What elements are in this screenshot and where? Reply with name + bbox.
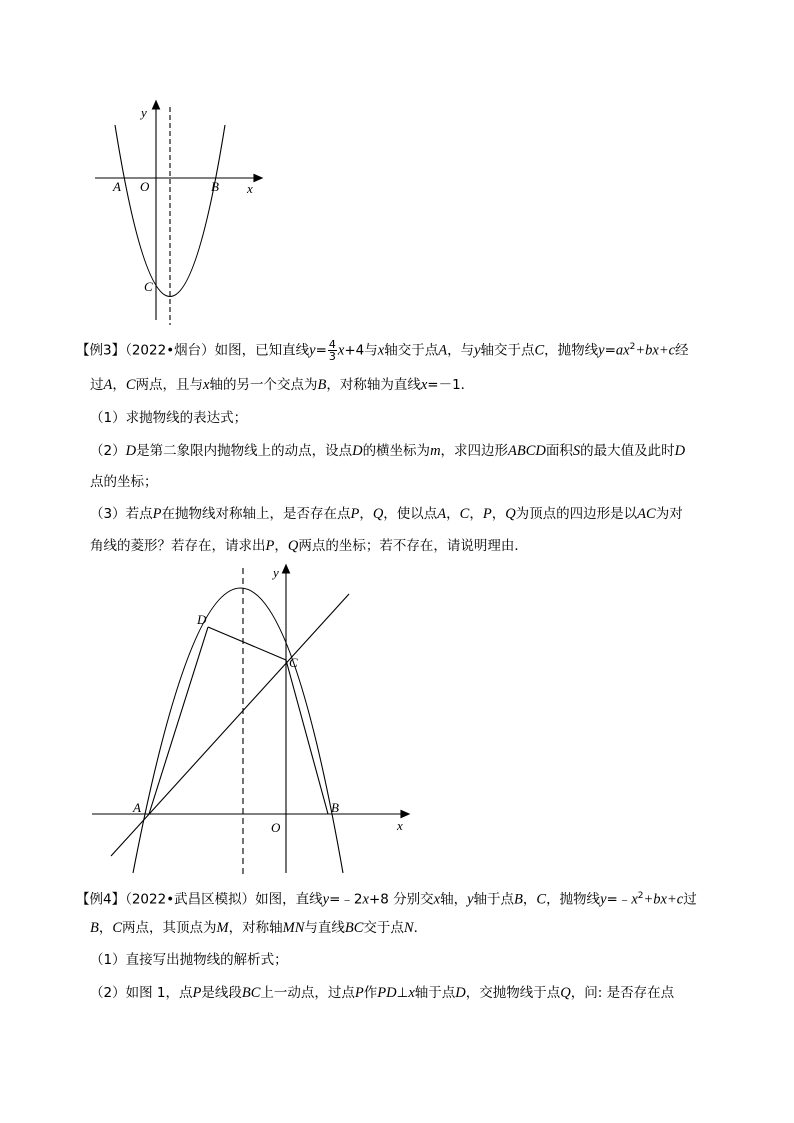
text: ， — [469, 506, 483, 522]
frac-num: 4 — [328, 338, 336, 351]
var: Q — [287, 538, 299, 554]
var: A — [438, 342, 448, 359]
text: ，问: 是否存在点 — [570, 985, 675, 1001]
text: （2）如图 1，点 — [90, 985, 193, 1001]
text: （2） — [90, 443, 126, 459]
text: 过 — [683, 891, 697, 908]
text: =－1． — [427, 377, 475, 393]
var: P — [354, 985, 364, 1001]
text: ，使以点 — [383, 506, 438, 522]
var: P — [265, 538, 275, 554]
example4-tag: 【例4】 — [76, 891, 126, 908]
text: ，求四边形 — [440, 443, 509, 459]
fig2-label-y: y — [273, 565, 279, 580]
text: 两点，其顶点为 — [122, 920, 217, 936]
example3-question2-cont: 点的坐标； — [90, 474, 158, 490]
text: 为顶点的四边形是以 — [515, 506, 638, 522]
fig2-segment-ad — [149, 627, 208, 814]
text: ，交抛物线于点 — [465, 985, 561, 1001]
var: x — [377, 342, 385, 359]
var: MN — [282, 920, 305, 936]
text: ， — [98, 920, 113, 936]
var: C — [459, 506, 470, 522]
var: A — [437, 506, 447, 522]
var: M — [216, 920, 229, 936]
text: ⊥ — [396, 985, 409, 1001]
superscript: 2 — [637, 891, 644, 901]
example4-source: （2022•武昌区模拟） — [125, 891, 256, 908]
fig1-label-x: x — [247, 181, 253, 196]
var: x — [433, 891, 441, 908]
text: 如图，直线 — [255, 891, 323, 908]
text: ， — [359, 506, 373, 522]
var: y — [309, 342, 316, 359]
var: y — [322, 891, 330, 908]
text: = — [315, 342, 327, 359]
superscript: 2 — [629, 342, 636, 352]
fig2-y-arrow — [283, 565, 290, 573]
text: 两点的坐标；若不存在，请说明理由． — [298, 538, 528, 554]
text: 轴交于点 — [480, 342, 535, 359]
var: B — [514, 891, 523, 908]
text: 轴的另一个交点为 — [209, 377, 318, 393]
text: ，对称轴为直线 — [326, 377, 421, 393]
text: 角线的菱形？若存在，请求出 — [90, 538, 266, 554]
var: x — [631, 891, 638, 908]
fig2-label-c: C — [289, 655, 298, 670]
text: 与直线 — [304, 920, 345, 936]
text: 过 — [90, 377, 104, 393]
text: （3）若点 — [90, 506, 153, 522]
text: ，对称轴 — [228, 920, 283, 936]
var: Q — [505, 506, 516, 522]
text: 在抛物线对称轴上，是否存在点 — [161, 506, 351, 522]
example4-line1 — [76, 886, 697, 910]
example4-line2 — [90, 918, 427, 938]
text: = — [604, 342, 616, 359]
text: +8 分别交 — [368, 891, 434, 908]
fig2-line-ac — [111, 594, 349, 856]
var: D — [674, 443, 686, 459]
example4-question2 — [90, 983, 674, 1003]
text: 如图，已知直线 — [214, 342, 310, 359]
var: y — [598, 342, 605, 359]
var: D — [455, 985, 466, 1001]
var: C — [536, 891, 547, 908]
var: P — [350, 506, 360, 522]
fig2-segment-dc — [208, 627, 286, 660]
fig2-parabola — [133, 588, 343, 873]
fig2-label-o: O — [271, 820, 281, 835]
text: 是线段 — [201, 985, 242, 1001]
var: x — [337, 342, 345, 359]
text: 的横坐标为 — [362, 443, 431, 459]
text: 为对 — [655, 506, 683, 522]
text: 轴于点 — [473, 891, 515, 908]
fig2-label-b: B — [331, 800, 339, 815]
fig2-x-arrow — [401, 811, 409, 818]
var: S — [572, 443, 581, 459]
fig1-label-b: B — [211, 179, 219, 194]
var: ABCD — [508, 443, 546, 459]
var: P — [152, 506, 162, 522]
text: 的最大值及此时 — [580, 443, 675, 459]
fig2-segment-cb — [286, 660, 328, 814]
var: C — [125, 377, 136, 393]
var: x — [420, 377, 428, 393]
text: 轴， — [440, 891, 468, 908]
text: 轴于点 — [414, 985, 456, 1001]
text: 面积 — [545, 443, 573, 459]
var: B — [90, 920, 99, 936]
var: P — [192, 985, 202, 1001]
var: D — [352, 443, 363, 459]
text: ，与 — [447, 342, 475, 359]
example3-question1: （1）求抛物线的表达式； — [90, 410, 248, 426]
fig1-label-c: C — [144, 279, 153, 294]
var: PD — [377, 985, 397, 1001]
var: x — [362, 891, 369, 908]
text: ． — [413, 920, 428, 936]
var: D — [125, 443, 137, 459]
text: ，抛物线 — [544, 342, 599, 359]
text: 交于点 — [363, 920, 404, 936]
var: +bx+c — [643, 891, 684, 908]
example3-source: （2022•烟台） — [125, 342, 215, 359]
var: BC — [344, 920, 364, 936]
text: 与 — [364, 342, 378, 359]
text: 经 — [675, 342, 689, 359]
var: m — [430, 443, 441, 459]
var: y — [600, 891, 607, 908]
fig2-label-x: x — [397, 818, 403, 833]
text: 两点，且与 — [135, 377, 204, 393]
text: ， — [522, 891, 537, 908]
text: =﹣ — [606, 891, 632, 908]
text: 轴交于点 — [384, 342, 439, 359]
fig2-label-a: A — [133, 800, 141, 815]
fig1-label-y: y — [141, 105, 147, 120]
frac-den: 3 — [328, 350, 336, 363]
fig1-label-o: O — [140, 179, 150, 194]
fig2-label-d: D — [197, 612, 207, 627]
var: ax — [615, 342, 630, 359]
var: y — [474, 342, 481, 359]
text: ，抛物线 — [546, 891, 601, 908]
text: 作 — [363, 985, 378, 1001]
var: Q — [372, 506, 384, 522]
text: ， — [274, 538, 288, 554]
var: B — [317, 377, 327, 393]
var: x — [408, 985, 415, 1001]
text: 上一动点，过点 — [260, 985, 355, 1001]
fig1-label-a: A — [113, 179, 121, 194]
var: A — [103, 377, 113, 393]
var: C — [112, 920, 123, 936]
example3-tag: 【例3】 — [76, 342, 126, 359]
var: y — [467, 891, 474, 908]
text: 是第二象限内抛物线上的动点，设点 — [136, 443, 353, 459]
var: C — [534, 342, 545, 359]
var: P — [482, 506, 492, 522]
var: +bx+c — [635, 342, 676, 359]
var: BC — [241, 985, 261, 1001]
example4-question1: （1）直接写出抛物线的解析式； — [90, 952, 288, 968]
var: N — [403, 920, 414, 936]
text: ， — [112, 377, 126, 393]
text: =﹣2 — [329, 891, 363, 908]
var: Q — [560, 985, 571, 1001]
text: +4 — [344, 342, 365, 359]
text: ， — [446, 506, 460, 522]
var: AC — [637, 506, 656, 522]
text: ， — [491, 506, 506, 522]
var: x — [203, 377, 210, 393]
